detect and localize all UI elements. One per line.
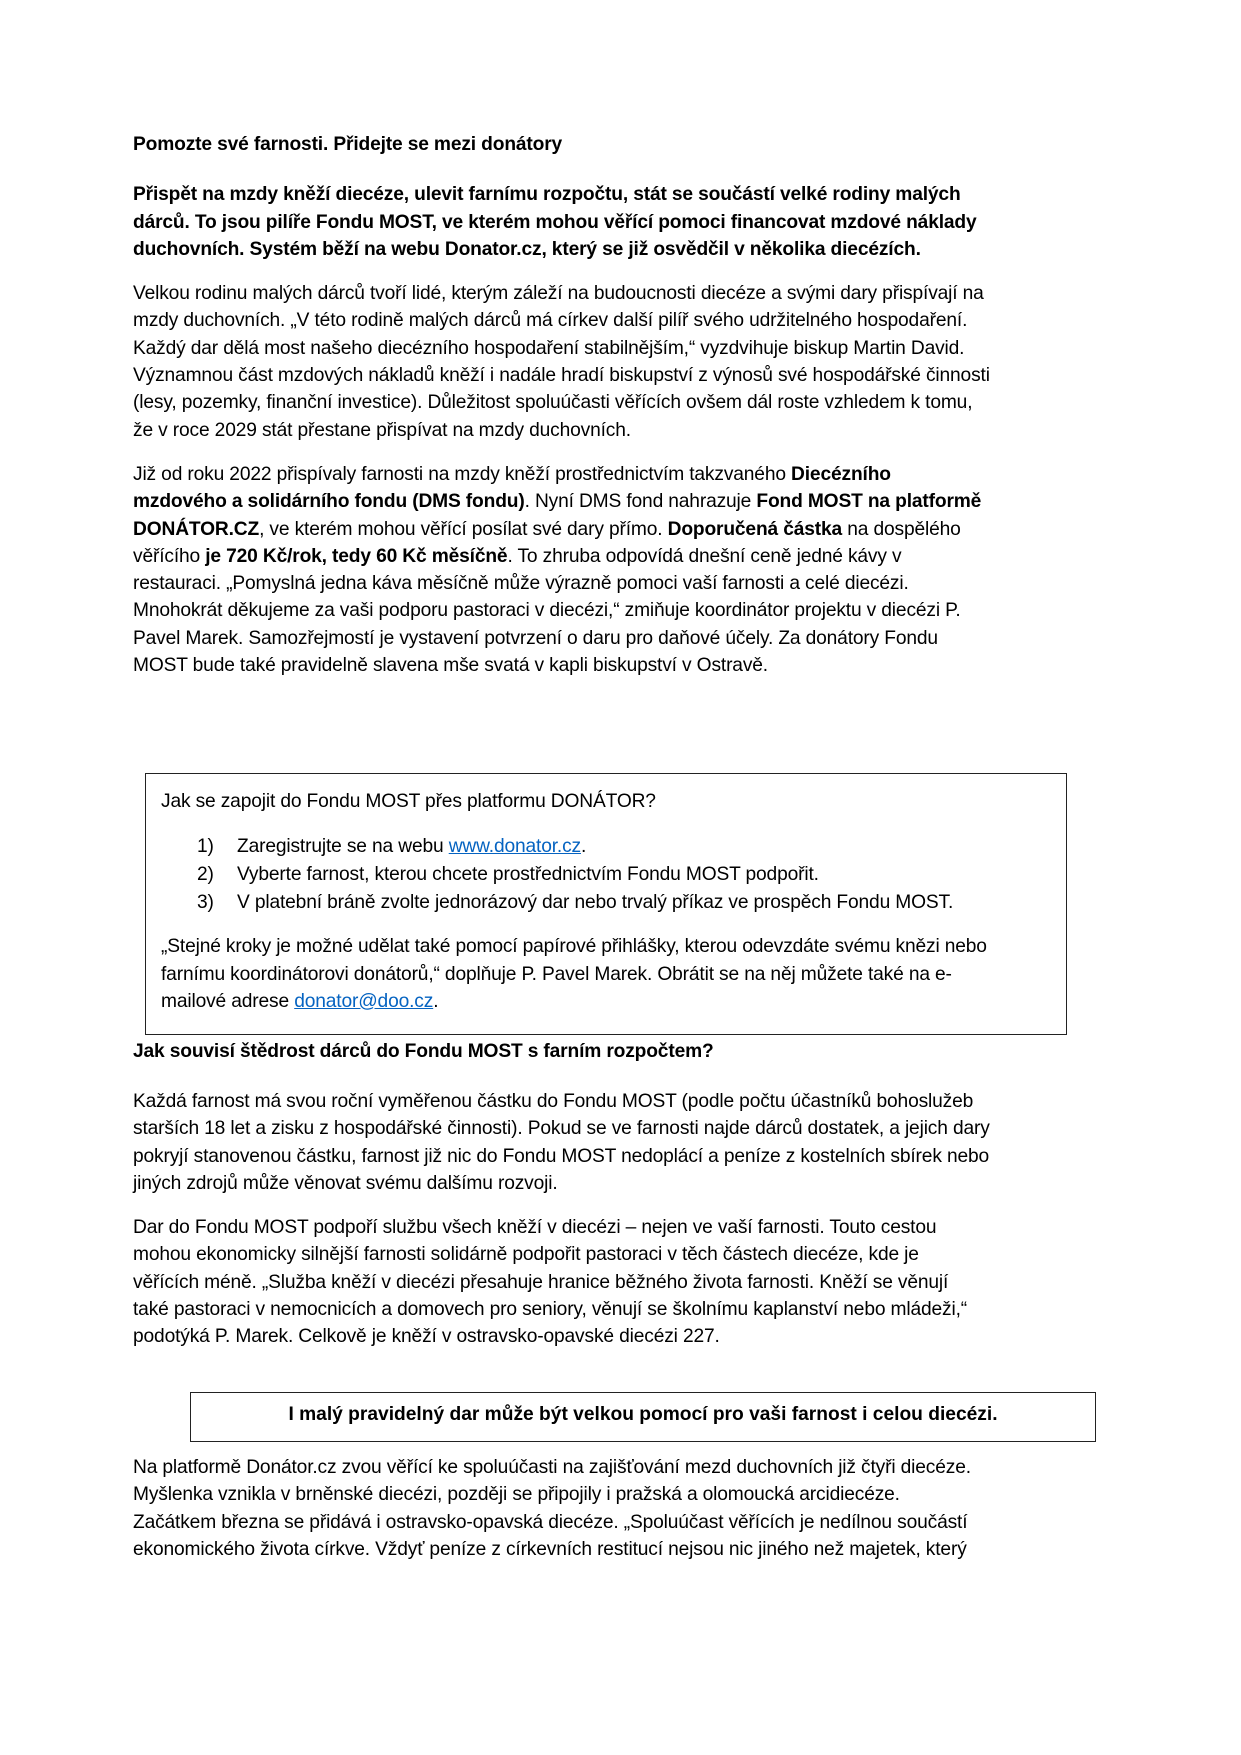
most-fund-name: Fond MOST na platformě DONÁTOR.CZ [133, 491, 982, 540]
section-2 [133, 1088, 1093, 1368]
highlight-banner: I malý pravidelný dar může být velkou pomocí pro vaši farnost i celou diecézi. [190, 1392, 1096, 1442]
article-title: Pomozte své farnosti. Přidejte se mezi donátory [133, 134, 563, 155]
donator-link[interactable]: www.donator.cz [448, 836, 581, 858]
section-3-paragraph-1: Na platformě Donátor.cz zvou věřící ke spoluúčasti na zajišťování mezd duchovních již čtyři diecéze. Myšlenka vznikla v brněnské diecézi, později se připojily i pražská a olomoucká arcidiecéze. Začátkem března se přidává i ostravsko-opavská diecéze. „Spoluúčast věřících je nedílnou součástí ekonomického života církve. Vždyť peníze z církevních restitucí nejsou nic jiného než majetek, který [133, 1457, 971, 1560]
article [133, 131, 993, 696]
howto-note: „Stejné kroky je možné udělat také pomocí papírové přihlášky, kterou odevzdáte svému knězi nebo farnímu koordinátorovi donátorů,“ doplňuje P. Pavel Marek. Obrátit se na něj můžete také na e-mailové adrese donator@doo.cz. [161, 936, 987, 1012]
howto-box [145, 773, 1067, 1035]
section-2-paragraph-2: Dar do Fondu MOST podpoří službu všech kněží v diecézi – nejen ve vaší farnosti. Touto cestou mohou ekonomicky silnější farnosti solidárně podpořit pastoraci v těch částech diecéze, kde je věřících méně. „Služba kněží v diecézi přesahuje hranice běžného života farnosti. Kněží se věnují také pastoraci v nemocnicích a domovech pro seniory, věnují se školnímu kaplanství nebo mládeži,“ podotýká P. Marek. Celkově je kněží v ostravsko-opavské diecézi 227. [133, 1217, 968, 1348]
section-2-heading: Jak souvisí štědrost dárců do Fondu MOST s farním rozpočtem? [133, 1041, 714, 1062]
step-item: 3) V platební bráně zvolte jednorázový dar nebo trvalý příkaz ve prospěch Fondu MOST. [197, 892, 954, 914]
howto-heading: Jak se zapojit do Fondu MOST přes platformu DONÁTOR? [161, 791, 656, 812]
recommended-amount-label: Doporučená částka [667, 518, 843, 540]
dms-fund-name: Diecézního mzdového a solidárního fondu (DMS fondu) [133, 463, 891, 513]
email-link[interactable]: donator@doo.cz [294, 990, 434, 1012]
article-lead: Přispět na mzdy kněží diecéze, ulevit farnímu rozpočtu, stát se součástí velké rodiny malých dárců. To jsou pilíře Fondu MOST, ve kterém mohou věřící pomoci financovat mzdové náklady duchovních. Systém běží na webu Donator.cz, který se již osvědčil v několika diecézích. [133, 184, 977, 260]
paragraph-1: Velkou rodinu malých dárců tvoří lidé, kterým záleží na budoucnosti diecéze a svými dary přispívají na mzdy duchovních. „V této rodině malých dárců má církev další pilíř svého udržitelného hospodaření. Každý dar dělá most našeho diecézního hospodaření stabilnějším,“ vyzdvihuje biskup Martin David. Významnou část mzdových nákladů kněží i nadále hradí biskupství z výnosů své hospodářské činnosti (lesy, pozemky, finanční investice). Důležitost spoluúčasti věřících ovšem dál roste vzhledem k tomu, že v roce 2029 stát přestane přispívat na mzdy duchovních. [133, 283, 990, 441]
step-item: 1) Zaregistrujte se na webu www.donator.cz. [197, 836, 587, 858]
recommended-amount-value: je 720 Kč/rok, tedy 60 Kč měsíčně [205, 545, 508, 567]
section-2-paragraph-1: Každá farnost má svou roční vyměřenou částku do Fondu MOST (podle počtu účastníků bohoslužeb starších 18 let a zisku z hospodářské činnosti). Pokud se ve farnosti najde dárců dostatek, a jejich dary pokryjí stanovenou částku, farnost již nic do Fondu MOST nedoplácí a peníze z kostelních sbírek nebo jiných zdrojů může věnovat svému dalšímu rozvoji. [133, 1091, 990, 1194]
paragraph-2: Již od roku 2022 přispívaly farnosti na mzdy kněží prostřednictvím takzvaného Diecézního mzdového a solidárního fondu (DMS fondu). Nyní DMS fond nahrazuje Fond MOST na platformě DONÁTOR.CZ, ve kterém mohou věřící posílat své dary přímo. Doporučená částka na dospělého věřícího je 720 Kč/rok, tedy 60 Kč měsíčně. To zhruba odpovídá dnešní ceně jedné kávy v restauraci. „Pomyslná jedna káva měsíčně může výrazně pomoci vaší farnosti a celé diecézi. Mnohokrát děkujeme za vaši podporu pastoraci v diecézi,“ zmiňuje koordinátor projektu v diecézi P. Pavel Marek. Samozřejmostí je vystavení potvrzení o daru pro daňové účely. Za donátory Fondu MOST bude také pravidelně slavena mše svatá v kapli biskupství v Ostravě. [133, 463, 982, 677]
section-3 [133, 1454, 1093, 1580]
howto-steps [161, 833, 1066, 917]
step-item: 2) Vyberte farnost, kterou chcete prostřednictvím Fondu MOST podpořit. [197, 864, 819, 886]
